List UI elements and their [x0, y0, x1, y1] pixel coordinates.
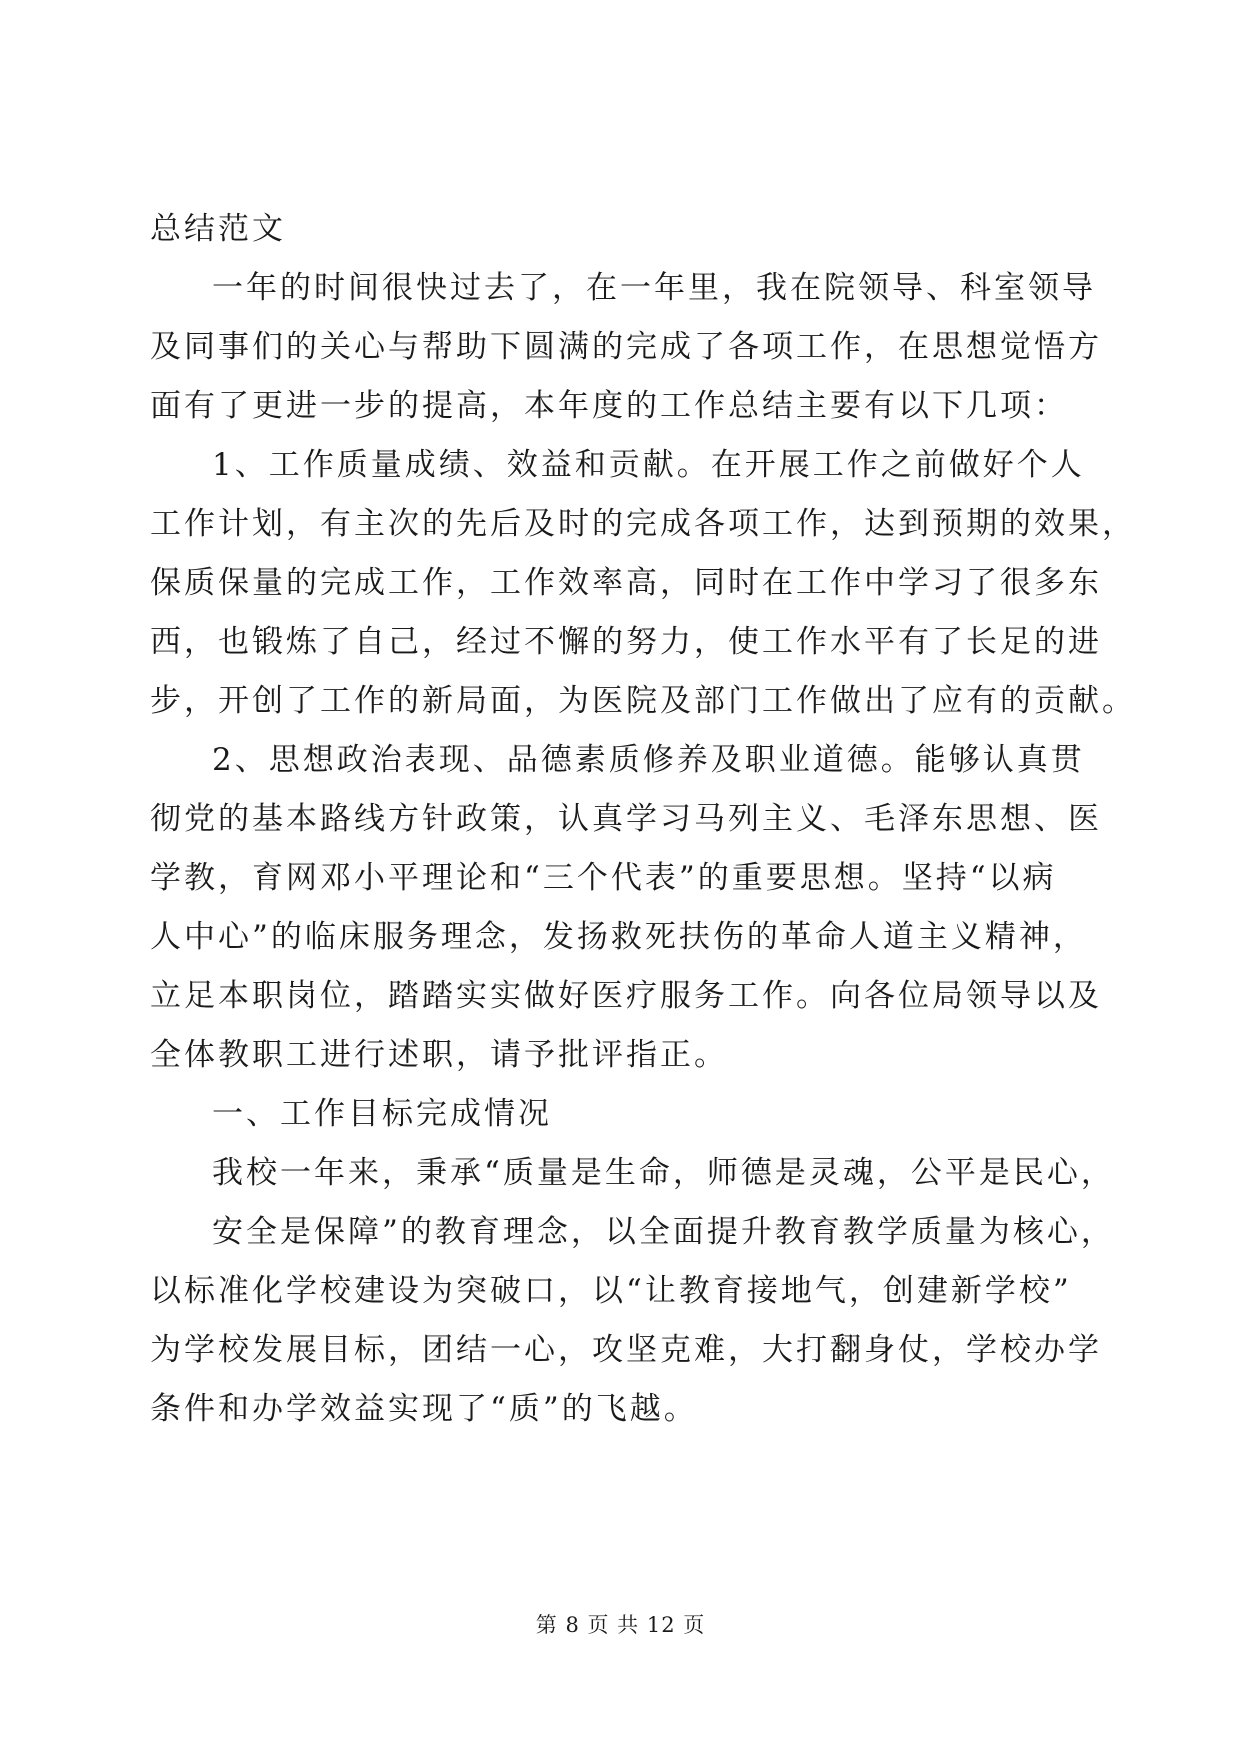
paragraph-line: 立足本职岗位，踏踏实实做好医疗服务工作。向各位局领导以及	[150, 978, 1102, 1014]
paragraph-line: 步，开创了工作的新局面，为医院及部门工作做出了应有的贡献。	[150, 683, 1136, 719]
paragraph-line: 一年的时间很快过去了，在一年里，我在院领导、科室领导	[212, 270, 1096, 306]
paragraph-line: 为学校发展目标，团结一心，攻坚克难，大打翻身仗，学校办学	[150, 1332, 1102, 1368]
paragraph-line: 工作计划，有主次的先后及时的完成各项工作，达到预期的效果，	[150, 506, 1136, 542]
paragraph-line: 2、思想政治表现、品德素质修养及职业道德。能够认真贯	[212, 742, 1085, 778]
paragraph-line: 全体教职工进行述职，请予批评指正。	[150, 1037, 728, 1073]
paragraph-line: 1、工作质量成绩、效益和贡献。在开展工作之前做好个人	[212, 447, 1085, 483]
paragraph-line: 我校一年来，秉承“质量是生命，师德是灵魂，公平是民心，	[212, 1155, 1115, 1191]
paragraph-line: 及同事们的关心与帮助下圆满的完成了各项工作，在思想觉悟方	[150, 329, 1102, 365]
paragraph-line: 安全是保障”的教育理念，以全面提升教育教学质量为核心，	[212, 1214, 1115, 1250]
paragraph-line: 西，也锻炼了自己，经过不懈的努力，使工作水平有了长足的进	[150, 624, 1102, 660]
paragraph-line: 以标准化学校建设为突破口，以“让教育接地气，创建新学校”	[150, 1273, 1072, 1309]
paragraph-line: 彻党的基本路线方针政策，认真学习马列主义、毛泽东思想、医	[150, 801, 1102, 837]
paragraph-line: 人中心”的临床服务理念，发扬救死扶伤的革命人道主义精神，	[150, 919, 1087, 955]
document-title: 总结范文	[150, 211, 286, 247]
paragraph-line: 条件和办学效益实现了“质”的飞越。	[150, 1391, 698, 1427]
paragraph-line: 学教，育网邓小平理论和“三个代表”的重要思想。坚持“以病	[150, 860, 1057, 896]
section-heading: 一、工作目标完成情况	[212, 1096, 552, 1132]
paragraph-line: 面有了更进一步的提高，本年度的工作总结主要有以下几项：	[150, 388, 1068, 424]
page-number-footer: 第 8 页 共 12 页	[535, 1613, 706, 1637]
paragraph-line: 保质保量的完成工作，工作效率高，同时在工作中学习了很多东	[150, 565, 1102, 601]
